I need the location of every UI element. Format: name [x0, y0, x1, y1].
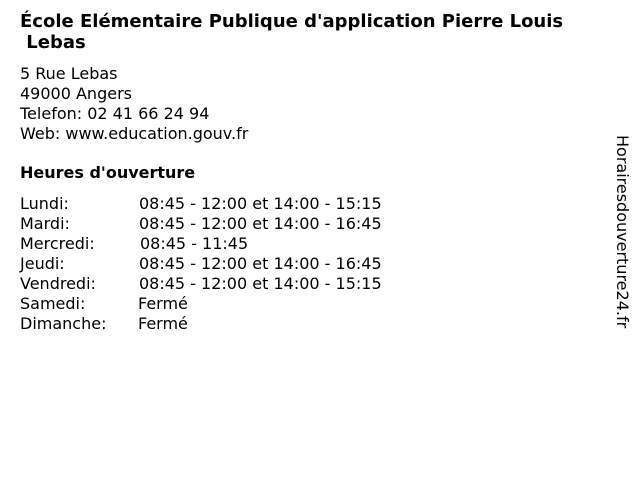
hours-value: 08:45 - 11:45	[140, 234, 249, 253]
day-label: Jeudi:	[20, 254, 65, 273]
phone-number: Telefon: 02 41 66 24 94	[20, 104, 210, 123]
day-label: Vendredi:	[20, 274, 96, 293]
city-postcode: 49000 Angers	[20, 84, 132, 103]
hours-row-wednesday	[20, 234, 249, 254]
hours-row-thursday	[20, 254, 382, 274]
website: Web: www.education.gouv.fr	[20, 124, 249, 143]
hours-row-tuesday	[20, 214, 382, 234]
hours-value: 08:45 - 12:00 et 14:00 - 16:45	[139, 254, 382, 273]
hours-value: 08:45 - 12:00 et 14:00 - 15:15	[139, 274, 382, 293]
hours-row-sunday	[20, 314, 188, 334]
hours-row-saturday	[20, 294, 188, 314]
opening-hours-table	[20, 194, 382, 334]
day-label: Mercredi:	[20, 234, 95, 253]
day-label: Dimanche:	[20, 314, 107, 333]
hours-row-monday	[20, 194, 382, 214]
hours-value: Fermé	[138, 294, 188, 313]
hours-value: 08:45 - 12:00 et 14:00 - 15:15	[139, 194, 382, 213]
page-title: École Elémentaire Publique d'application Pierre Louis Lebas	[20, 11, 564, 53]
hours-row-friday	[20, 274, 382, 294]
day-label: Lundi:	[20, 194, 69, 213]
street-address: 5 Rue Lebas	[20, 64, 118, 83]
hours-value: Fermé	[138, 314, 188, 333]
address-block	[20, 64, 248, 144]
day-label: Samedi:	[20, 294, 86, 313]
day-label: Mardi:	[20, 214, 70, 233]
hours-value: 08:45 - 12:00 et 14:00 - 16:45	[139, 214, 382, 233]
opening-hours-heading: Heures d'ouverture	[20, 163, 196, 182]
site-watermark: Horairesdouverture24.fr	[613, 135, 632, 329]
